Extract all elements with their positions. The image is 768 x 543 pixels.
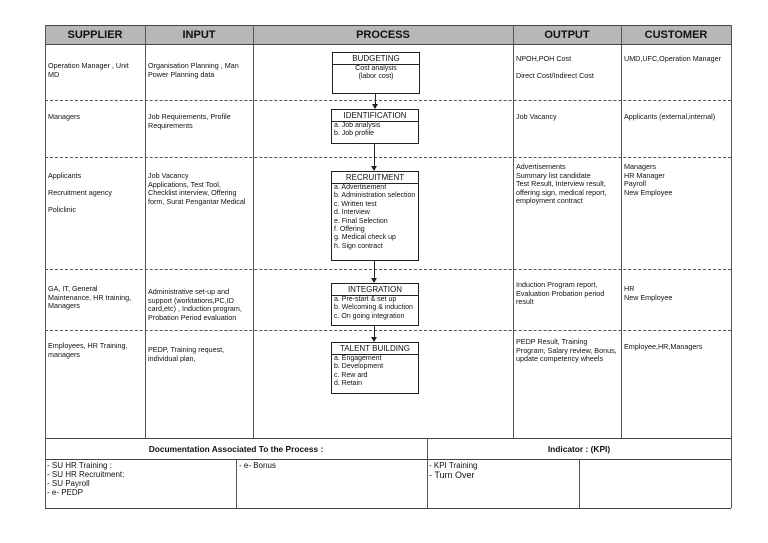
footer-top-border	[45, 438, 731, 439]
process-box-line: a. Engagement	[334, 355, 382, 362]
process-box-title: BUDGETING	[333, 53, 419, 65]
supplier-cell: Managers	[48, 112, 80, 121]
header-output: OUTPUT	[513, 25, 621, 45]
process-box-identification	[331, 109, 419, 144]
process-box-line: d. Interview	[334, 209, 370, 217]
process-box-line: b. Job profile	[334, 130, 375, 138]
footer-divider	[236, 459, 237, 508]
kpi-title: Indicator : (KPI)	[547, 444, 611, 454]
input-cell: Administrative set-up and support (worktations,PC,ID card,etc) , Induction program, Probation Period evaluation	[148, 287, 242, 322]
header-customer: CUSTOMER	[621, 25, 731, 45]
customer-cell: Applicants (external,internal)	[624, 112, 716, 121]
process-box-line: c. Rew ard	[334, 371, 368, 379]
process-box-title: IDENTIFICATION	[332, 110, 418, 122]
process-box-recruitment	[331, 171, 419, 261]
footer-divider	[731, 438, 732, 508]
process-box-line: c. Written test	[334, 200, 377, 208]
process-box-line: f. Offering	[334, 226, 365, 234]
kpi-item: - KPI Training	[429, 461, 478, 470]
footer-divider	[579, 459, 580, 508]
process-box-line: a. Advertisement	[334, 184, 387, 191]
header-supplier: SUPPLIER	[45, 25, 145, 45]
output-cell: NPOH,POH Cost Direct Cost/Indirect Cost	[516, 54, 594, 81]
flow-arrow	[374, 260, 375, 282]
kpi-item: - Turn Over	[429, 470, 475, 480]
customer-cell: HR New Employee	[624, 284, 673, 302]
process-box-line: (labor cost)	[358, 73, 394, 81]
process-box-title: INTEGRATION	[332, 284, 418, 296]
header-input: INPUT	[145, 25, 253, 45]
output-cell: Advertisements Summary list candidate Test Result, Interview result, offering sign, medical report, employment contract	[516, 162, 607, 206]
supplier-cell: GA, IT, General Maintenance, HR training, Managers	[48, 284, 132, 311]
flow-arrow	[374, 143, 375, 170]
header-process: PROCESS	[253, 25, 513, 45]
process-box-talent-building	[331, 342, 419, 394]
supplier-cell: Applicants Recruitment agency Policlinic	[48, 171, 112, 215]
input-cell: Job Vacancy Applications, Test Tool, Checklist interview, Offering form, Surat Pengantar Medical	[148, 171, 246, 206]
supplier-cell: Operation Manager , Unit MD	[48, 61, 129, 79]
customer-cell: Managers HR Manager Payroll New Employee	[624, 162, 673, 197]
footer-header-border	[45, 459, 731, 460]
input-cell: PEDP, Training request, individual plan,	[148, 345, 225, 363]
flow-arrow	[375, 93, 376, 108]
process-box-line: b. Administration selection	[334, 192, 416, 200]
grid-divider	[253, 25, 254, 438]
grid-divider	[621, 25, 622, 438]
row-separator	[45, 100, 731, 101]
process-box-title: TALENT BUILDING	[332, 343, 418, 355]
row-separator	[45, 330, 731, 331]
process-box-line: d. Retain	[334, 380, 363, 388]
flow-arrow	[374, 325, 375, 341]
grid-divider	[513, 25, 514, 438]
process-box-line: b. Development	[334, 363, 384, 371]
documentation-list: - SU HR Training : - SU HR Recruitment: - SU Payroll - e- PEDP	[47, 461, 125, 497]
documentation-list: - e- Bonus	[239, 461, 276, 470]
output-cell: Induction Program report, Evaluation Probation period result	[516, 280, 605, 307]
customer-cell: Employee,HR,Managers	[624, 342, 703, 351]
grid-left-border	[45, 25, 46, 438]
process-box-title: RECRUITMENT	[332, 172, 418, 184]
footer-bottom-border	[45, 508, 731, 509]
grid-right-border	[731, 25, 732, 438]
process-box-integration	[331, 283, 419, 326]
row-separator	[45, 269, 731, 270]
documentation-title: Documentation Associated To the Process :	[148, 444, 324, 454]
process-box-line: g. Medical check up	[334, 234, 396, 242]
process-box-line: Cost analysis	[355, 65, 397, 72]
process-box-line: e. Final Selection	[334, 217, 388, 225]
process-box-line: b. Welcoming & induction	[334, 304, 413, 312]
process-box-line: h. Sign contract	[334, 242, 383, 250]
input-cell: Job Requirements, Profile Requirements	[148, 112, 231, 130]
row-separator	[45, 157, 731, 158]
process-box-line: a. Pre-start & set up	[334, 296, 397, 303]
output-cell: PEDP Result, Training Program, Salary review, Bonus, update competency wheels	[516, 337, 617, 364]
customer-cell: UMD,UFC,Operation Manager	[624, 54, 722, 63]
supplier-cell: Employees, HR Training, managers	[48, 341, 128, 359]
output-cell: Job Vacancy	[516, 112, 557, 121]
process-box-line: a. Job analysis	[334, 122, 381, 129]
input-cell: Organisation Planning , Man Power Planning data	[148, 61, 239, 79]
grid-divider	[145, 25, 146, 438]
process-box-line: c. On going integration	[334, 312, 405, 320]
process-box-budgeting	[332, 52, 420, 94]
